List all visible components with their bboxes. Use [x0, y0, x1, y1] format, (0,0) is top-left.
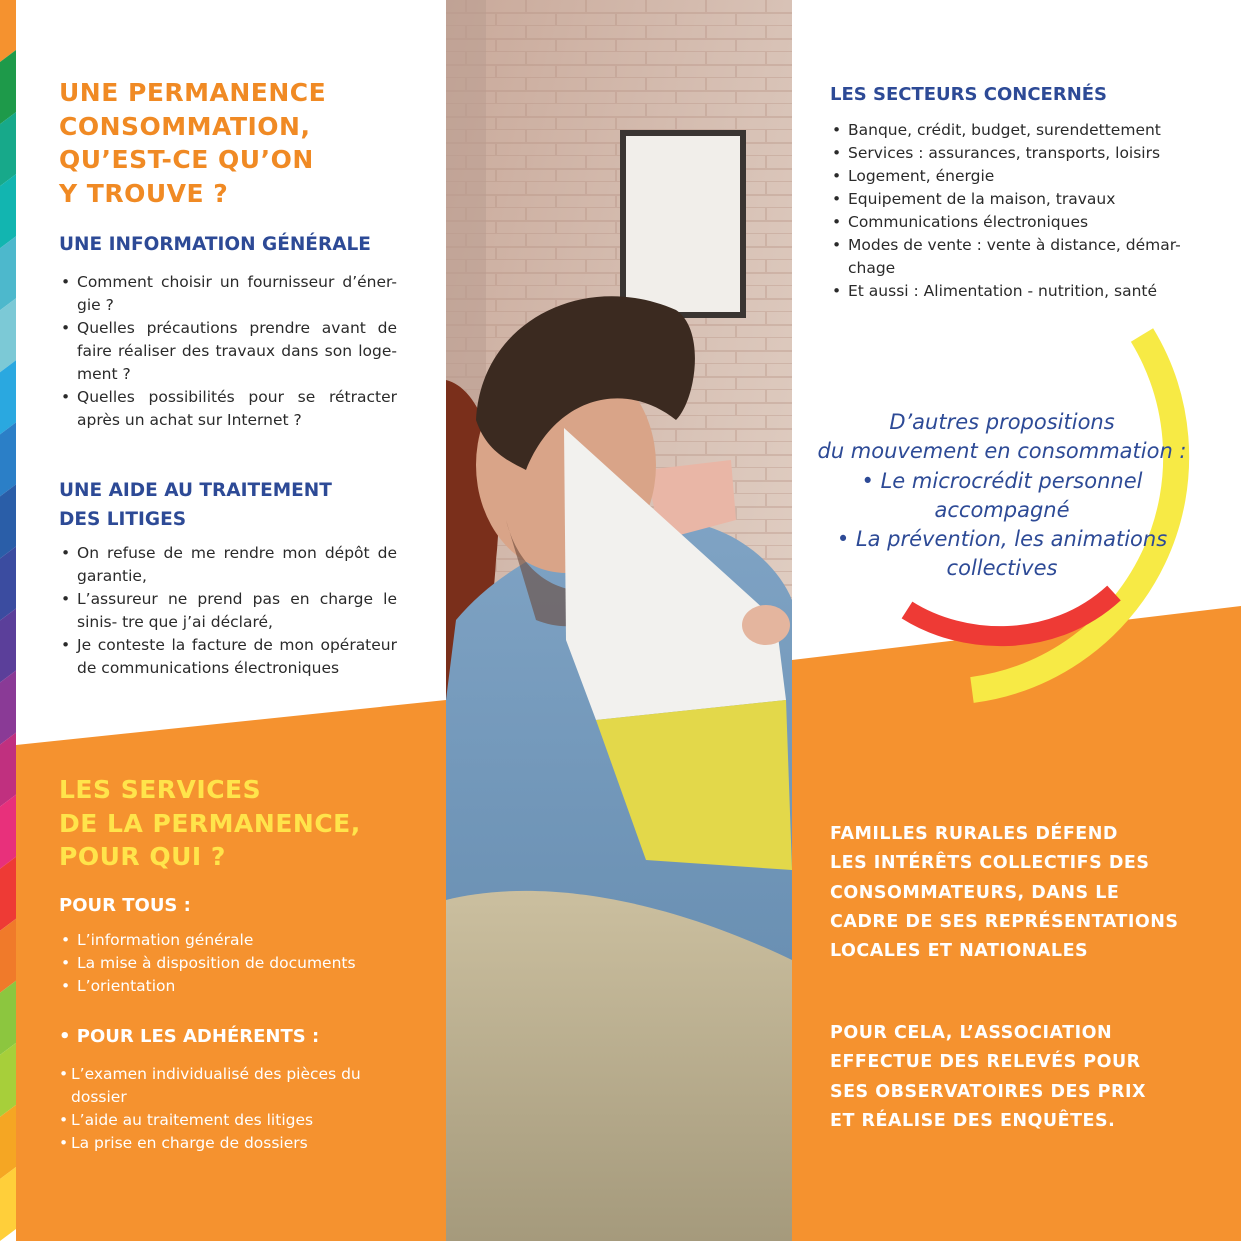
strip-segment	[0, 112, 16, 186]
list-item: • Services : assurances, transports, loisirs	[830, 142, 1190, 165]
proposals-line: • La prévention, les animations	[836, 527, 1168, 552]
releves-line: POUR CELA, L’ASSOCIATION	[830, 1023, 1113, 1043]
strip-segment	[0, 298, 16, 372]
litiges-heading-line: UNE AIDE AU TRAITEMENT	[59, 480, 332, 501]
defend-line: LES INTÉRÊTS COLLECTIFS DES	[830, 853, 1150, 874]
strip-segment	[0, 1167, 16, 1241]
list-item: • Communications électroniques	[830, 211, 1190, 234]
strip-segment	[0, 546, 16, 620]
page-title	[59, 76, 429, 210]
strip-segment	[0, 422, 16, 496]
strip-segment	[0, 50, 16, 124]
strip-segment	[0, 981, 16, 1055]
page-title-line: Y TROUVE ?	[59, 178, 229, 208]
pour-tous-list	[59, 929, 419, 998]
strip-segment	[0, 609, 16, 683]
list-item: • Comment choisir un fournisseur d’éner- gie ?	[59, 271, 397, 317]
defend-statement	[830, 820, 1230, 966]
services-title-line: DE LA PERMANENCE,	[59, 808, 361, 838]
litiges-list	[59, 542, 397, 680]
strip-segment	[0, 733, 16, 807]
strip-segment	[0, 919, 16, 993]
defend-line: CONSOMMATEURS, DANS LE	[830, 882, 1120, 903]
proposals-line: du mouvement en consommation :	[817, 439, 1187, 464]
adherents-list	[57, 1063, 397, 1155]
list-item: • Banque, crédit, budget, surendettement	[830, 119, 1190, 142]
strip-segment	[0, 174, 16, 248]
list-item: • Et aussi : Alimentation - nutrition, santé	[830, 280, 1190, 303]
color-strip-graphic	[0, 0, 16, 1241]
proposals-line: • Le microcrédit personnel	[861, 468, 1143, 493]
strip-segment	[0, 1043, 16, 1117]
list-item: • On refuse de me rendre mon dépôt de garantie,	[59, 542, 397, 588]
services-title-line: POUR QUI ?	[59, 842, 226, 871]
strip-segment	[0, 1105, 16, 1179]
strip-segment	[0, 795, 16, 869]
strip-segment	[0, 484, 16, 558]
list-item: • Modes de vente : vente à distance, démar- chage	[830, 234, 1190, 280]
releves-line: ET RÉALISE DES ENQUÊTES.	[830, 1110, 1116, 1131]
releves-line: SES OBSERVATOIRES DES PRIX	[830, 1081, 1146, 1102]
info-list	[59, 271, 397, 432]
list-item: • L’information générale	[59, 929, 419, 952]
pour-tous-heading: POUR TOUS :	[59, 895, 191, 916]
photo-man-reading-document	[446, 0, 792, 1241]
services-title	[59, 773, 439, 874]
page-title-line: CONSOMMATION,	[59, 111, 311, 141]
right-panel	[792, 0, 1241, 1241]
strip-segment	[0, 360, 16, 434]
info-heading: UNE INFORMATION GÉNÉRALE	[59, 234, 371, 255]
releves-statement	[830, 1019, 1230, 1136]
litiges-heading-line: DES LITIGES	[59, 509, 187, 530]
list-item: • L’aide au traitement des litiges	[57, 1109, 397, 1132]
list-item: • L’assureur ne prend pas en charge le sinis- tre que j’ai déclaré,	[59, 588, 397, 634]
defend-line: FAMILLES RURALES DÉFEND	[830, 824, 1118, 844]
releves-line: EFFECTUE DES RELEVÉS POUR	[830, 1052, 1141, 1073]
proposals-line: accompagné	[934, 497, 1070, 522]
list-item: • Je conteste la facture de mon opérateur de communications électroniques	[59, 634, 397, 680]
page-title-line: QU’EST-CE QU’ON	[59, 145, 314, 174]
sectors-list	[830, 119, 1190, 303]
list-item: • L’examen individualisé des pièces du dossier	[57, 1063, 397, 1109]
list-item: • La mise à disposition de documents	[59, 952, 419, 975]
color-strip	[0, 0, 16, 1241]
list-item: • Quelles possibilités pour se rétracter après un achat sur Internet ?	[59, 386, 397, 432]
sectors-heading: LES SECTEURS CONCERNÉS	[830, 84, 1108, 105]
list-item: • Quelles précautions prendre avant de faire réaliser des travaux dans son loge- ment ?	[59, 317, 397, 386]
list-item: • La prise en charge de dossiers	[57, 1132, 397, 1155]
adherents-heading: • POUR LES ADHÉRENTS :	[59, 1026, 320, 1047]
strip-segment	[0, 671, 16, 745]
defend-line: LOCALES ET NATIONALES	[830, 941, 1089, 962]
left-panel	[16, 0, 446, 1241]
proposals-line: D’autres propositions	[889, 410, 1115, 434]
list-item: • Logement, énergie	[830, 165, 1190, 188]
list-item: • Equipement de la maison, travaux	[830, 188, 1190, 211]
page-title-line: UNE PERMANENCE	[59, 78, 327, 107]
list-item: • L’orientation	[59, 975, 419, 998]
strip-segment	[0, 236, 16, 310]
photo-panel	[446, 0, 792, 1241]
proposals-line: collectives	[946, 556, 1058, 581]
defend-line: CADRE DE SES REPRÉSENTATIONS	[830, 911, 1179, 932]
litiges-heading	[59, 476, 332, 534]
proposals-block	[812, 408, 1192, 584]
services-title-line: LES SERVICES	[59, 775, 262, 804]
strip-segment	[0, 857, 16, 931]
